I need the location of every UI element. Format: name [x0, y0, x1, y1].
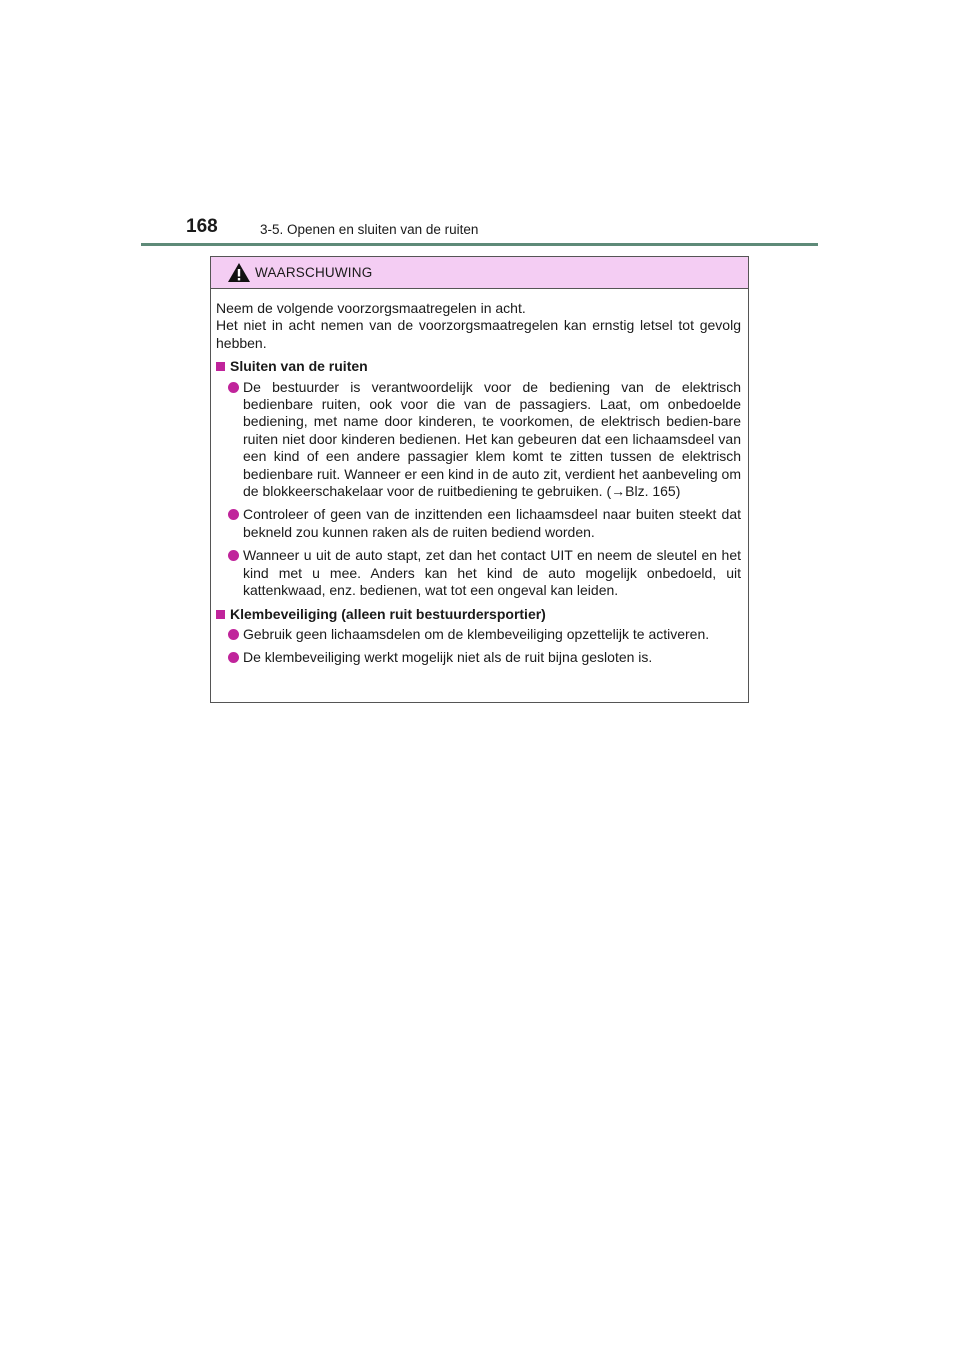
warning-box — [210, 256, 749, 703]
circle-bullet-icon — [228, 550, 239, 561]
list-item — [216, 626, 741, 643]
circle-bullet-icon — [228, 629, 239, 640]
list-item — [216, 379, 741, 501]
list-item-text: De klembeveiliging werkt mogelijk niet als de ruit bijna gesloten is. — [243, 649, 653, 666]
circle-bullet-icon — [228, 382, 239, 393]
page-number: 168 — [186, 216, 218, 237]
list-item — [216, 547, 741, 599]
warning-header — [211, 257, 748, 289]
intro-line-2: Het niet in acht nemen van de voorzorgsmaatregelen kan ernstig letsel tot gevolg hebben. — [216, 317, 741, 351]
section-heading-jam-protection — [216, 606, 741, 623]
section-heading-text: Klembeveiliging (alleen ruit bestuurdersportier) — [230, 605, 546, 622]
list-item-text: Gebruik geen lichaamsdelen om de klembeveiliging opzettelijk te activeren. — [243, 625, 710, 642]
list-item-text: Controleer of geen van de inzittenden een lichaamsdeel naar buiten steekt dat bekneld zou kunnen raken als de ruiten bediend worden. — [243, 506, 741, 540]
warning-body — [211, 289, 748, 667]
header-rule — [141, 243, 818, 246]
warning-intro — [216, 300, 741, 352]
list-item-text: Wanneer u uit de auto stapt, zet dan het contact UIT en neem de sleutel en het kind met u mee. Anders kan het kind de auto mogelijk onbedoeld, uit kattenkwaad, enz. bedienen, wat tot een ongeval kan leiden. — [243, 547, 741, 599]
warning-triangle-icon — [227, 262, 251, 283]
section-heading-closing-windows — [216, 358, 741, 375]
list-item-text: De bestuurder is verantwoordelijk voor de bediening van de elektrisch bedienbare ruiten, ook voor die van de passagiers. Laat, om onbedoelde bediening, met name door kinderen, te voorkomen, de elektrisch bedien-bare ruiten niet door kinderen bedienen. Het kan gebeuren dat een lichaamsdeel van een kind of een andere passagier klem komt te zitten tussen de elektrisch bedienbare ruit. Wanneer er een kind in de auto zit, verdient het aanbeveling om de blokkeerschakelaar voor de ruitbediening te gebruiken. (→Blz. 165) — [243, 378, 741, 500]
intro-line-1: Neem de volgende voorzorgsmaatregelen in acht. — [216, 300, 526, 316]
circle-bullet-icon — [228, 509, 239, 520]
square-bullet-icon — [216, 362, 225, 371]
list-item — [216, 506, 741, 541]
section-heading-text: Sluiten van de ruiten — [230, 358, 368, 375]
circle-bullet-icon — [228, 652, 239, 663]
list-item — [216, 649, 741, 666]
square-bullet-icon — [216, 610, 225, 619]
section-title: 3-5. Openen en sluiten van de ruiten — [260, 222, 479, 237]
warning-title: WAARSCHUWING — [255, 265, 373, 280]
